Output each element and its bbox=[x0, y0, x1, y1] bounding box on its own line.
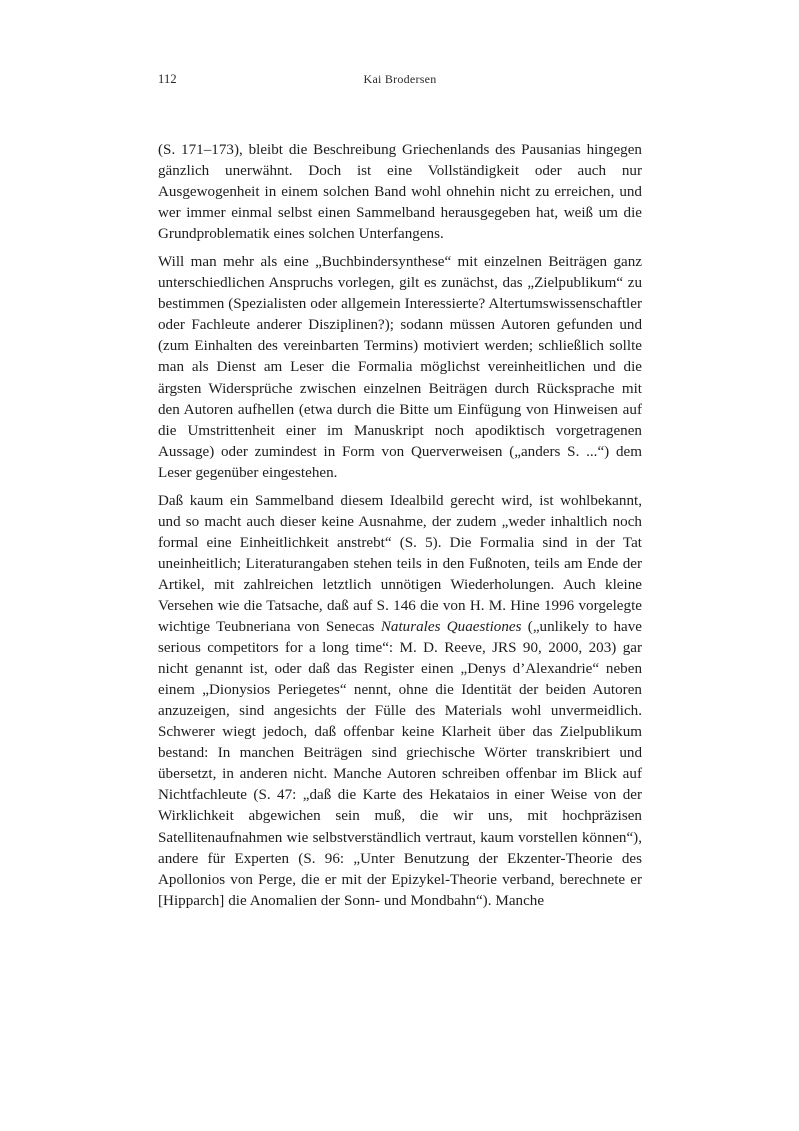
running-title: Kai Brodersen bbox=[363, 72, 437, 86]
work-title-naturales-quaestiones: Naturales Quaestiones bbox=[380, 619, 522, 636]
body-text-block bbox=[158, 140, 642, 912]
running-head bbox=[158, 70, 641, 88]
paragraph-3 bbox=[158, 491, 642, 912]
paragraph-1: (S. 171–173), bleibt die Beschreibung Griechenlands des Pausanias hingegen gänzlich unerwähnt. Doch ist eine Vollständigkeit oder auch nur Ausgewogenheit in einem solchen Band wohl ohnehin nicht zu erreichen, und wer immer einmal selbst einen Sammelband herausgegeben hat, weiß um die Grundproblematik eines solchen Unterfangens. bbox=[158, 142, 642, 243]
paragraph-3-part-1: Daß kaum ein Sammelband diesem Idealbild gerecht wird, ist wohlbekannt, und so macht auch dieser keine Ausnahme, der zudem „weder inhaltlich noch formal eine Einheitlichkeit anstrebt“ (S. 5). Die Formalia sind in der Tat uneinheitlich; Literaturangaben stehen teils in den Fußnoten, teils am Ende der Artikel, mit zahlreichen letztlich unnötigen Wiederholungen. Auch kleine Versehen wie die Tatsache, daß auf S. 146 die von H. M. Hine 1996 vorgelegte wichtige Teubneriana von Senecas bbox=[158, 492, 642, 636]
paragraph-3-part-2: („unlikely to have serious competitors for a long time“: M. D. Reeve, JRS 90, 2000, 203) gar nicht genannt ist, oder daß das Register einen „Denys d’Alexandrie“ neben einem „Dionysios Periegetes“ nennt, ohne die Identität der beiden Autoren anzuzeigen, sind angesichts der Fülle des Materials wohl unvermeidlich. Schwerer wiegt jedoch, daß offenbar keine Klarheit über das Zielpublikum bestand: In manchen Beiträgen sind griechische Wörter transkribiert und übersetzt, in anderen nicht. Manche Autoren schreiben offenbar im Blick auf Nichtfachleute (S. 47: „daß die Karte des Hekataios in einer Weise von der Wirklichkeit abgewichen sein muß, die wir uns, mit hochpräzisen Satellitenaufnahmen wie selbstverständlich vertraut, kaum vorstellen können“), andere für Experten (S. 96: „Unter Benutzung der Ekzenter-Theorie des Apollonios von Perge, die er mit der Epizykel-Theorie verband, berechnete er [Hipparch] die Anomalien der Sonn- und Mondbahn“). Manche bbox=[158, 619, 642, 909]
page-number: 112 bbox=[158, 72, 177, 86]
paragraph-2: Will man mehr als eine „Buchbindersynthese“ mit einzelnen Beiträgen ganz unterschiedlichen Anspruchs vorlegen, gilt es zunächst, das „Zielpublikum“ zu bestimmen (Spezialisten oder allgemein Interessierte? Altertumswissenschaftler oder Fachleute anderer Disziplinen?); sodann müssen Autoren gefunden und (zum Einhalten des vereinbarten Termins) motiviert werden; schließlich sollte man als Dienst am Leser die Formalia möglichst vereinheitlichen und die ärgsten Widersprüche zwischen einzelnen Beiträgen durch Rücksprache mit den Autoren aufhellen (etwa durch die Bitte um Einfügung von Hinweisen auf die Umstrittenheit einer im Manuskript noch apodiktisch vorgetragenen Aussage) oder zumindest in Form von Querverweisen („anders S. ...“) dem Leser gegenüber eingestehen. bbox=[158, 254, 642, 481]
